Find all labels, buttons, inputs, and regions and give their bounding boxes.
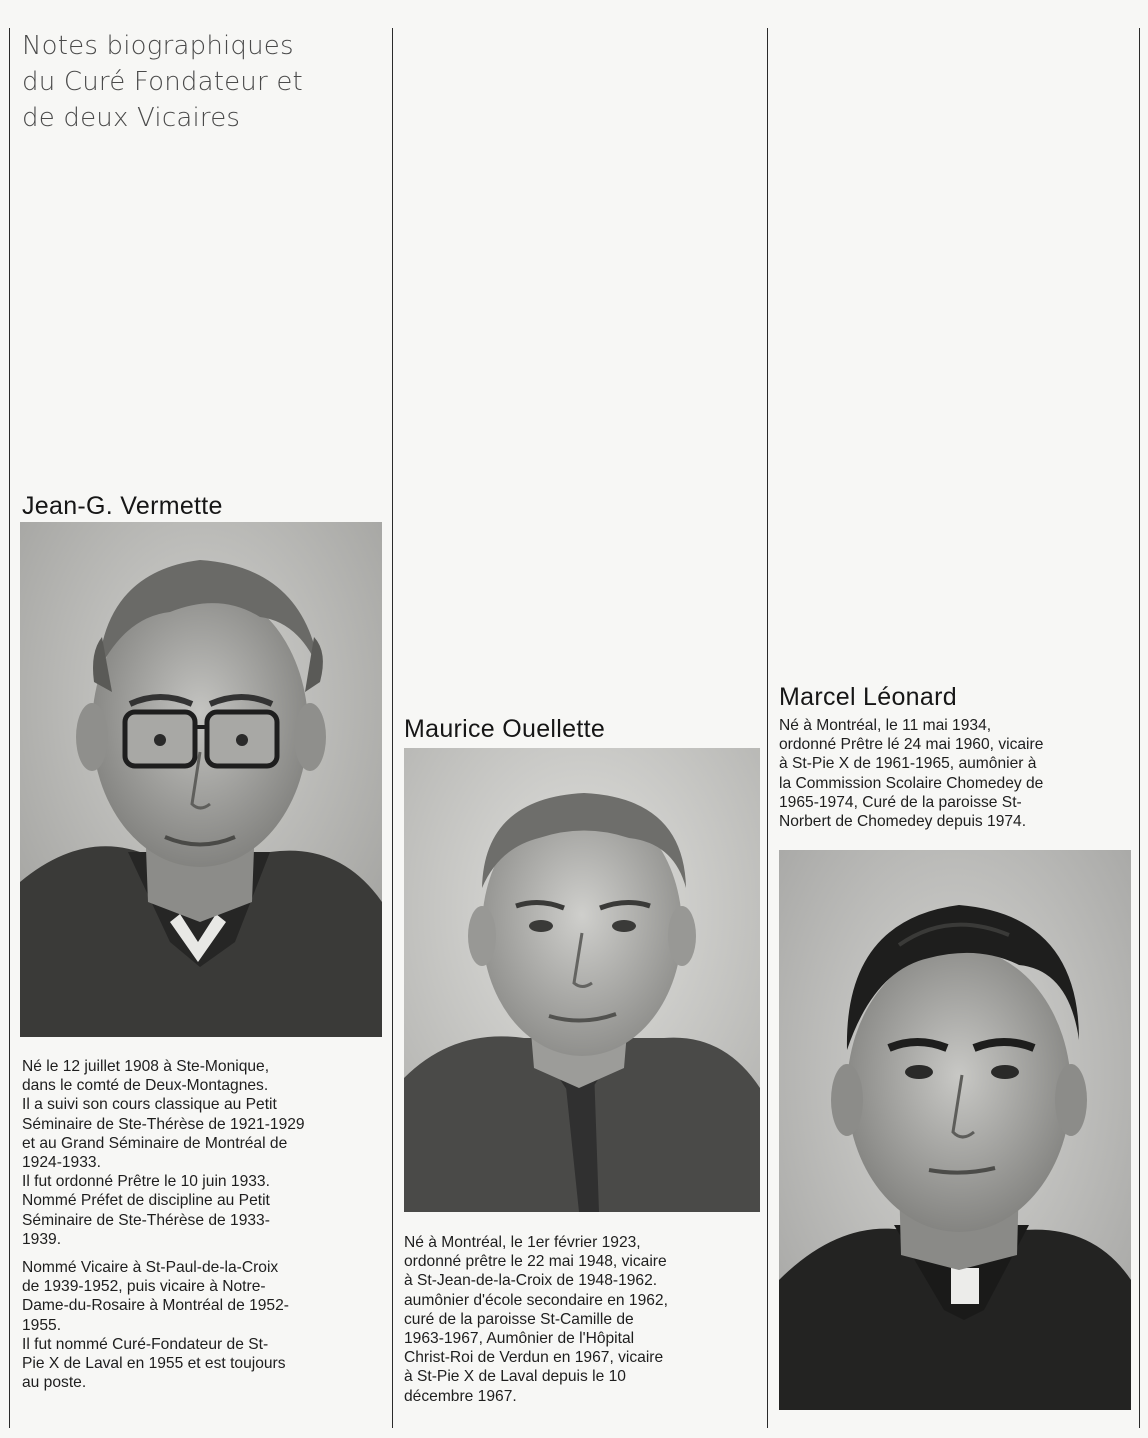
biography-leonard xyxy=(779,716,1134,831)
biography-line: ordonné prêtre le 22 mai 1948, vicaire xyxy=(404,1253,667,1271)
person-name-leonard: Marcel Léonard xyxy=(779,683,957,711)
page-heading-line: de deux Vicaires xyxy=(22,103,241,133)
biography-line: Séminaire de Ste-Thérèse de 1933- xyxy=(22,1211,270,1229)
biography-line: à St-Pie X de 1961-1965, aumônier à xyxy=(779,755,1037,773)
biography-vermette xyxy=(22,1057,382,1392)
page-heading xyxy=(22,28,352,136)
biography-line: à St-Jean-de-la-Croix de 1948-1962. xyxy=(404,1272,658,1290)
biography-line: Né à Montréal, le 1er février 1923, xyxy=(404,1234,641,1251)
biography-line: dans le comté de Deux-Montagnes. xyxy=(22,1077,269,1095)
biography-line: Il fut nommé Curé-Fondateur de St- xyxy=(22,1335,269,1353)
biography-line: Il a suivi son cours classique au Petit xyxy=(22,1096,277,1114)
column-rule-middle xyxy=(392,28,393,1428)
biography-line: Il fut ordonné Prêtre le 10 juin 1933. xyxy=(22,1173,270,1191)
page-heading-line: du Curé Fondateur et xyxy=(22,67,303,97)
person-name-vermette: Jean-G. Vermette xyxy=(22,492,223,520)
portrait-photo-ouellette xyxy=(404,748,760,1212)
biography-line: 1955. xyxy=(22,1316,62,1334)
column-rule-right xyxy=(767,28,768,1428)
portrait-photo-leonard xyxy=(779,850,1131,1410)
biography-line: Nommé Préfet de discipline au Petit xyxy=(22,1192,270,1210)
portrait-photo-vermette xyxy=(20,522,382,1037)
biography-line: aumônier d'école secondaire en 1962, xyxy=(404,1291,668,1309)
biography-line: 1963-1967, Aumônier de l'Hôpital xyxy=(404,1330,635,1348)
biography-line: 1924-1933. xyxy=(22,1154,101,1172)
biography-line: Pie X de Laval en 1955 et est toujours xyxy=(22,1355,286,1373)
biography-line: Né à Montréal, le 11 mai 1934, xyxy=(779,717,992,734)
biography-line: curé de la paroisse St-Camille de xyxy=(404,1310,634,1328)
biography-line: 1939. xyxy=(22,1230,62,1248)
column-rule-left xyxy=(9,28,10,1428)
page-heading-line: Notes biographiques xyxy=(22,31,294,61)
biography-line: Nommé Vicaire à St-Paul-de-la-Croix xyxy=(22,1259,279,1277)
column-rule-far-right xyxy=(1139,28,1140,1428)
biography-line: de 1939-1952, puis vicaire à Notre- xyxy=(22,1278,266,1296)
biography-line: Dame-du-Rosaire à Montréal de 1952- xyxy=(22,1297,289,1315)
person-name-ouellette: Maurice Ouellette xyxy=(404,715,606,743)
biography-line: ordonné Prêtre lé 24 mai 1960, vicaire xyxy=(779,736,1044,754)
biography-line: la Commission Scolaire Chomedey de xyxy=(779,774,1044,792)
biography-line: à St-Pie X de Laval depuis le 10 xyxy=(404,1368,626,1386)
biography-line: Né le 12 juillet 1908 à Ste-Monique, xyxy=(22,1058,270,1075)
biography-line: et au Grand Séminaire de Montréal de xyxy=(22,1134,288,1152)
biography-line: 1965-1974, Curé de la paroisse St- xyxy=(779,793,1022,811)
biography-line: Christ-Roi de Verdun en 1967, vicaire xyxy=(404,1349,664,1367)
biography-line: au poste. xyxy=(22,1374,87,1392)
biography-line: Norbert de Chomedey depuis 1974. xyxy=(779,813,1027,831)
biography-line: décembre 1967. xyxy=(404,1387,517,1405)
biography-line: Séminaire de Ste-Thérèse de 1921-1929 xyxy=(22,1115,305,1133)
paragraph-gap xyxy=(22,1249,382,1258)
biography-ouellette xyxy=(404,1233,760,1406)
